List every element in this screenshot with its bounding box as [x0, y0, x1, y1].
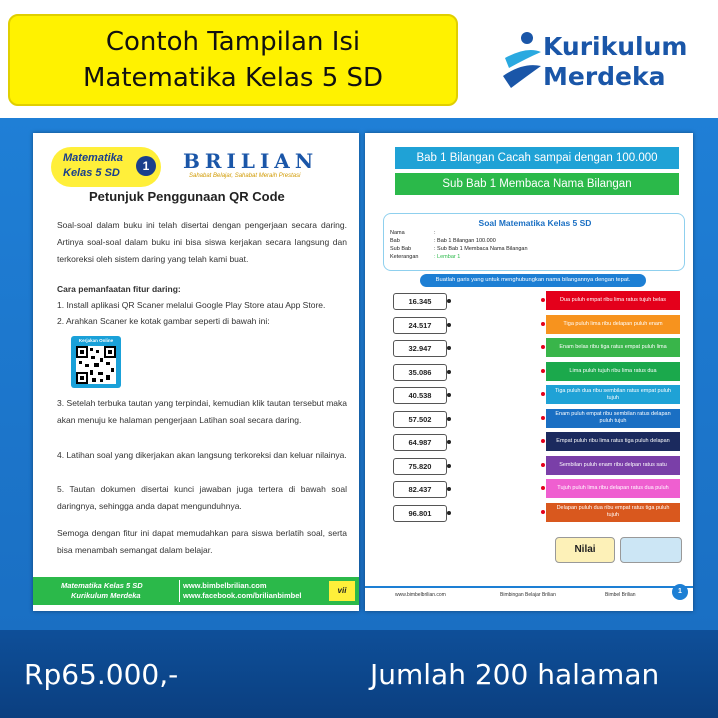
- step-2: 2. Arahkan Scaner ke kotak gambar seperti di bawah ini:: [57, 316, 270, 326]
- footer-website: www.bimbelbrilian.com: [395, 592, 446, 598]
- answer-box[interactable]: Sembilan puluh enam ribu delpan ratus satu: [546, 456, 680, 475]
- connector-dot-right[interactable]: [541, 369, 545, 373]
- answer-box[interactable]: Dua puluh empat ribu lima ratus tujuh belas: [546, 291, 680, 310]
- connector-dot-right[interactable]: [541, 392, 545, 396]
- nilai-value-box[interactable]: [620, 537, 682, 563]
- step-1: 1. Install aplikasi QR Scaner melalui Google Play Store atau App Store.: [57, 300, 326, 310]
- brilian-logo: BRILIAN: [183, 149, 319, 173]
- qr-label: Kerjakan Online: [78, 338, 114, 343]
- right-page: [365, 133, 693, 611]
- closing-paragraph: Semoga dengan fitur ini dapat memudahkan para siswa berlatih soal, serta bisa menambah semangat dalam belajar.: [57, 528, 347, 555]
- step-4: 4. Latihan soal yang dikerjakan akan langsung terkoreksi dan keluar nilainya.: [57, 450, 347, 460]
- step-3: 3. Setelah terbuka tautan yang terpindai, kemudian klik tautan tersebut maka akan menuju ke halaman pengerjaan Latihan soal secara daring.: [57, 398, 347, 425]
- connector-dot-left[interactable]: [447, 440, 451, 444]
- connector-dot-right[interactable]: [541, 416, 545, 420]
- qr-code-box: [71, 336, 121, 388]
- bab-banner: Bab 1 Bilangan Cacah sampai dengan 100.000: [395, 147, 679, 169]
- left-page: [33, 133, 359, 611]
- row-keterangan-label: Keterangan: [390, 254, 419, 260]
- page-number: 1: [672, 584, 688, 600]
- footer-facebook: Bimbingan Belajar Brilian: [500, 592, 556, 598]
- kurikulum-merdeka-text: [543, 32, 687, 92]
- howto-title: Cara pemanfaatan fitur daring:: [57, 284, 181, 294]
- answer-box[interactable]: Tujuh puluh lima ribu delapan ratus dua puluh: [546, 479, 680, 498]
- soal-header-box: [383, 213, 685, 271]
- footer-divider: [179, 580, 180, 602]
- number-box[interactable]: 82.437: [393, 481, 447, 498]
- row-nama-value: :: [434, 230, 436, 236]
- badge-number: 1: [136, 156, 156, 176]
- row-keterangan-value: : Lembar 1: [434, 254, 461, 260]
- soal-title: Soal Matematika Kelas 5 SD: [478, 218, 592, 228]
- connector-dot-right[interactable]: [541, 486, 545, 490]
- connector-dot-left[interactable]: [447, 417, 451, 421]
- left-footer: [33, 577, 359, 605]
- qr-code-icon: [76, 346, 116, 384]
- number-box[interactable]: 40.538: [393, 387, 447, 404]
- instruction-banner: Buatlah garis yang untuk menghubungkan nama bilangannya dengan tepat.: [420, 274, 646, 287]
- page-count-label: Jumlah 200 halaman: [370, 658, 660, 691]
- connector-dot-left[interactable]: [447, 370, 451, 374]
- page-heading: Petunjuk Penggunaan QR Code: [89, 189, 285, 204]
- row-subbab-label: Sub Bab: [390, 246, 412, 252]
- badge-line-1: Matematika: [63, 152, 123, 164]
- row-bab-value: : Bab 1 Bilangan 100.000: [434, 238, 496, 244]
- answer-box[interactable]: Delapan puluh dua ribu empat ratus tiga puluh tujuh: [546, 503, 680, 522]
- connector-dot-right[interactable]: [541, 463, 545, 467]
- number-box[interactable]: 24.517: [393, 317, 447, 334]
- intro-paragraph: Soal-soal dalam buku ini telah disertai dengan pengerjaan secara daring. Artinya soal-soal dalam buku ini bisa siswa kerjakan secara langsung dan terkoreksi oleh sistem daring yang telah kami buat.: [57, 220, 347, 264]
- connector-dot-left[interactable]: [447, 464, 451, 468]
- connector-dot-left[interactable]: [447, 511, 451, 515]
- number-box[interactable]: 96.801: [393, 505, 447, 522]
- footer-curriculum: Kurikulum Merdeka: [71, 591, 141, 600]
- connector-dot-left[interactable]: [447, 323, 451, 327]
- title-banner: [8, 14, 458, 106]
- title-line-2: Matematika Kelas 5 SD: [82, 63, 384, 93]
- number-box[interactable]: 16.345: [393, 293, 447, 310]
- connector-dot-left[interactable]: [447, 393, 451, 397]
- subject-badge: [51, 147, 161, 187]
- answer-box[interactable]: Lima puluh tujuh ribu lima ratus dua: [546, 362, 680, 381]
- answer-box[interactable]: Empat puluh ribu lima ratus tiga puluh delapan: [546, 432, 680, 451]
- number-box[interactable]: 64.987: [393, 434, 447, 451]
- footer-facebook: www.facebook.com/brilianbimbel: [183, 591, 302, 600]
- answer-box[interactable]: Tiga puluh dua ribu sembilan ratus empat puluh tujuh: [546, 385, 680, 404]
- footer-website: www.bimbelbrilian.com: [183, 581, 267, 590]
- connector-dot-right[interactable]: [541, 298, 545, 302]
- badge-line-2: Kelas 5 SD: [63, 167, 120, 179]
- connector-dot-left[interactable]: [447, 299, 451, 303]
- connector-dot-right[interactable]: [541, 345, 545, 349]
- connector-dot-left[interactable]: [447, 487, 451, 491]
- answer-box[interactable]: Enam puluh empat ribu sembilan ratus delapan puluh tujuh: [546, 409, 680, 428]
- number-box[interactable]: 35.086: [393, 364, 447, 381]
- connector-dot-right[interactable]: [541, 439, 545, 443]
- logo-line-1: Kurikulum: [543, 32, 688, 61]
- connector-dot-right[interactable]: [541, 510, 545, 514]
- logo-line-2: Merdeka: [543, 62, 666, 91]
- row-subbab-value: : Sub Bab 1 Membaca Nama Bilangan: [434, 246, 528, 252]
- nilai-label: Nilai: [555, 537, 615, 563]
- row-nama-label: Nama: [390, 230, 405, 236]
- title-line-1: Contoh Tampilan Isi: [105, 27, 361, 57]
- number-box[interactable]: 32.947: [393, 340, 447, 357]
- footer-subject: Matematika Kelas 5 SD: [61, 581, 143, 590]
- row-bab-label: Bab: [390, 238, 400, 244]
- page-number: vii: [329, 581, 355, 601]
- right-footer: [365, 586, 693, 603]
- price-label: Rp65.000,-: [24, 658, 179, 691]
- answer-box[interactable]: Enam belas ribu tiga ratus empat puluh lima: [546, 338, 680, 357]
- step-5: 5. Tautan dokumen disertai kunci jawaban juga tertera di bawah soal daringnya, sehingga anda dapat mengunduhnya.: [57, 484, 347, 511]
- answer-box[interactable]: Tiga puluh lima ribu delapan puluh enam: [546, 315, 680, 334]
- brilian-tagline: Sahabat Belajar, Sahabat Meraih Prestasi: [189, 173, 301, 179]
- number-box[interactable]: 57.502: [393, 411, 447, 428]
- subbab-banner: Sub Bab 1 Membaca Nama Bilangan: [395, 173, 679, 195]
- footer-youtube: Bimbel Brilian: [605, 592, 636, 598]
- connector-dot-right[interactable]: [541, 322, 545, 326]
- number-box[interactable]: 75.820: [393, 458, 447, 475]
- connector-dot-left[interactable]: [447, 346, 451, 350]
